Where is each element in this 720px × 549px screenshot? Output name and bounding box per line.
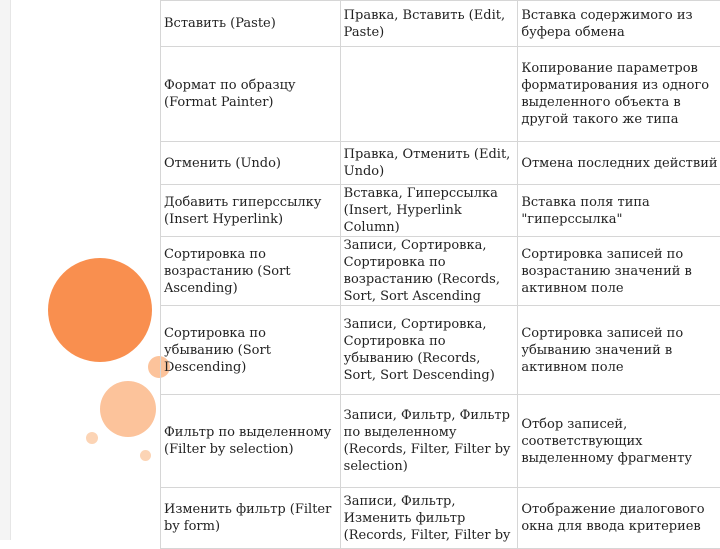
table-row — [161, 237, 720, 306]
decorative-dot — [86, 432, 98, 444]
decorative-circle-medium — [100, 381, 156, 437]
command-description: Отбор записей, соответствующих выделенному фрагменту — [518, 395, 720, 488]
command-description: Копирование параметров форматирования из одного выделенного объекта в другой такого же типа — [518, 47, 720, 142]
command-description: Сортировка записей по возрастанию значений в активном поле — [518, 237, 720, 306]
command-name: Добавить гиперссылку (Insert Hyperlink) — [161, 185, 341, 237]
table-row — [161, 47, 720, 142]
slide-left-border — [0, 0, 11, 540]
menu-path: Вставка, Гиперссылка (Insert, Hyperlink Column) — [340, 185, 518, 237]
decorative-circle-large — [48, 258, 152, 362]
table-row — [161, 488, 720, 549]
table-row — [161, 306, 720, 395]
command-description: Вставка содержимого из буфера обмена — [518, 1, 720, 47]
menu-path — [340, 47, 518, 142]
table-row — [161, 1, 720, 47]
menu-path: Записи, Сортировка, Сортировка по возрастанию (Records, Sort, Sort Ascending — [340, 237, 518, 306]
command-name: Сортировка по возрастанию (Sort Ascending) — [161, 237, 341, 306]
menu-path: Записи, Сортировка, Сортировка по убыванию (Records, Sort, Sort Descending) — [340, 306, 518, 395]
command-name: Отменить (Undo) — [161, 142, 341, 185]
menu-path: Записи, Фильтр, Фильтр по выделенному (Records, Filter, Filter by selection) — [340, 395, 518, 488]
command-name: Сортировка по убыванию (Sort Descending) — [161, 306, 341, 395]
command-name: Вставить (Paste) — [161, 1, 341, 47]
command-description: Вставка поля типа "гиперссылка" — [518, 185, 720, 237]
table-row — [161, 185, 720, 237]
commands-table — [160, 0, 720, 549]
menu-path: Записи, Фильтр, Изменить фильтр (Records, Filter, Filter by — [340, 488, 518, 549]
menu-path: Правка, Отменить (Edit, Undo) — [340, 142, 518, 185]
table-row — [161, 142, 720, 185]
decorative-dot — [140, 450, 151, 461]
table-row — [161, 395, 720, 488]
command-name: Формат по образцу (Format Painter) — [161, 47, 341, 142]
command-description: Отмена последних действий — [518, 142, 720, 185]
command-name: Изменить фильтр (Filter by form) — [161, 488, 341, 549]
menu-path: Правка, Вставить (Edit, Paste) — [340, 1, 518, 47]
command-name: Фильтр по выделенному (Filter by selection) — [161, 395, 341, 488]
command-description: Сортировка записей по убыванию значений в активном поле — [518, 306, 720, 395]
command-description: Отображение диалогового окна для ввода критериев — [518, 488, 720, 549]
